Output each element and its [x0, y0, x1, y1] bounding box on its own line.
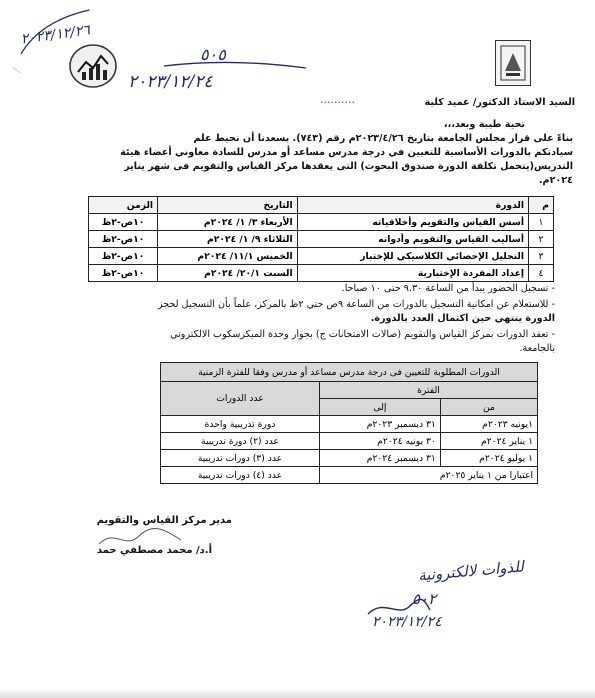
handwritten-date-top-left: ٢٠٢٣/١٢/٢٦ — [9, 1, 114, 58]
handwritten-note-bottom: للذوات لالكترونية — [417, 557, 525, 585]
cell-to: ٣١ ديسمبر ٢٠٢٤م — [320, 450, 441, 467]
addressee-line: السيد الاستاذ الدكتور/ عميد كلية — [424, 97, 575, 108]
cell-from: ١ يوليو ٢٠٢٤م — [440, 450, 537, 467]
cell-from: ١يونيه ٢٠٢٣م — [440, 416, 537, 433]
cell-to: ٣١ ديسمبر ٢٠٢٣م — [320, 416, 441, 433]
center-logo — [68, 42, 118, 90]
note-2: - للاستعلام عن امكانية التسجيل بالدورات من الساعة ٩ص حتي ٢ظ بالمركز، علماً بأن التسجيل لحجز — [157, 299, 555, 310]
from-header: من — [440, 399, 537, 416]
periods-table-title: الدورات المطلوبة للتعيين فى درجة مدرس مساعد أو مدرس وفقا للفترة الزمنية — [161, 363, 538, 382]
body-line-1: بناءً على قرار مجلس الجامعة بتاريخ ٢٠٢٣/٤/٢٦م رقم (٧٤٣). يسعدنا أن نحيط علم — [193, 133, 573, 144]
cell-number: ٢ — [529, 231, 554, 248]
table-row — [89, 265, 554, 282]
handwritten-number-bottom: ٥٠٢ — [412, 590, 437, 608]
cell-course: أسس القياس والتقويم وأخلاقياته — [297, 214, 528, 231]
university-logo — [495, 40, 531, 86]
note-1: - تسجيل الحضور يبدأ من الساعة ٩.٣٠ حتى ١٠ صباحا. — [341, 283, 555, 294]
periods-table — [160, 362, 538, 484]
col-time: الزمن — [89, 197, 158, 214]
table-row — [161, 416, 538, 433]
note-2-cont: الدورة ينتهي حين اكتمال العدد بالدورة. — [370, 313, 555, 324]
period-header: الفترة — [320, 382, 538, 399]
periods-table-title-row — [161, 363, 538, 382]
page-fold-mark — [0, 67, 21, 106]
cell-number: ٣ — [529, 248, 554, 265]
note-3: - تعقد الدورات بمركز القياس والتقويم (صالات الامتحانات ج) بجوار وحدة الميكرسكوب الالكتروني — [170, 329, 555, 340]
cell-count: دورة تدريبية واحدة — [161, 416, 320, 433]
cell-count: عدد (٢) دورة تدريبية — [161, 433, 320, 450]
cell-number: ٤ — [529, 265, 554, 282]
table-row — [161, 450, 538, 467]
handwritten-number-top: ٥٠٥ — [200, 45, 226, 64]
cell-date: الخميس ١١/١/ ٢٠٢٤م — [158, 248, 298, 265]
col-course: الدورة — [297, 197, 528, 214]
table-row — [89, 214, 554, 231]
to-header: إلى — [320, 399, 441, 416]
cell-date: الثلاثاء ٩/ ١/ ٢٠٢٤م — [158, 231, 298, 248]
cell-count: عدد (٤) دورات تدريبية — [161, 467, 320, 484]
cell-course: التحليل الإحصائي الكلاسيكي للإختبار — [297, 248, 528, 265]
courses-table — [88, 196, 554, 282]
signature-title: مدير مركز القياس والتقويم — [96, 515, 232, 526]
cell-from: ١ يناير ٢٠٢٤م — [440, 433, 537, 450]
col-date: التاريخ — [158, 197, 298, 214]
col-number: م — [529, 197, 554, 214]
greeting: تحية طيبة وبعد،،، — [443, 119, 525, 130]
count-header: عدد الدورات — [161, 382, 320, 416]
cell-date: السبت ٢٠/١/ ٢٠٢٤م — [158, 265, 298, 282]
periods-header-row — [161, 382, 538, 399]
body-line-4: ٢٠٢٤م. — [538, 175, 573, 186]
cell-from: اعتبارا من ١ يناير ٢٠٢٥م — [320, 467, 538, 484]
page-bottom-edge — [0, 688, 595, 698]
table-row — [89, 248, 554, 265]
cell-time: ١٠ص-٢ظ — [89, 231, 158, 248]
body-line-2: سيادتكم بالدورات الأساسية للتعيين في درجة مدرس مساعد أو مدرس للسادة معاوني أعضاء هيئة — [120, 147, 573, 158]
table-row — [89, 231, 554, 248]
cell-time: ١٠ص-٢ظ — [89, 248, 158, 265]
cell-time: ١٠ص-٢ظ — [89, 265, 158, 282]
cell-to: ٣٠ يونيه ٢٠٢٤م — [320, 433, 441, 450]
handwritten-faculty-name: .......... — [320, 93, 355, 106]
table-row — [161, 433, 538, 450]
cell-course: إعداد المفردة الإختبارية — [297, 265, 528, 282]
signatory-name: أ.د/ محمد مصطفي حمد — [96, 545, 212, 556]
cell-count: عدد (٣) دورات تدريبية — [161, 450, 320, 467]
letter-body — [53, 132, 573, 188]
cell-course: أساليب القياس والتقويم وأدواته — [297, 231, 528, 248]
handwritten-date-bottom: ٢٠٢٣/١٢/٢٤ — [372, 614, 442, 630]
ink-underline-top — [160, 60, 310, 72]
courses-table-header — [89, 197, 554, 214]
table-row — [161, 467, 538, 484]
cell-date: الأربعاء ٣/ ١/ ٢٠٢٤م — [158, 214, 298, 231]
notes-list — [55, 282, 555, 356]
cell-number: ١ — [529, 214, 554, 231]
cell-time: ١٠ص-٢ظ — [89, 214, 158, 231]
body-line-3: التدريس(يتحمل تكلفة الدورة صندوق البحوث) التى يعقدها مركز القياس والتقويم فى شهر يناير — [124, 161, 573, 172]
handwritten-date-top: ٢٠٢٣/١٢/٢٤ — [128, 72, 213, 92]
note-3-cont: بالجامعة. — [519, 343, 555, 354]
